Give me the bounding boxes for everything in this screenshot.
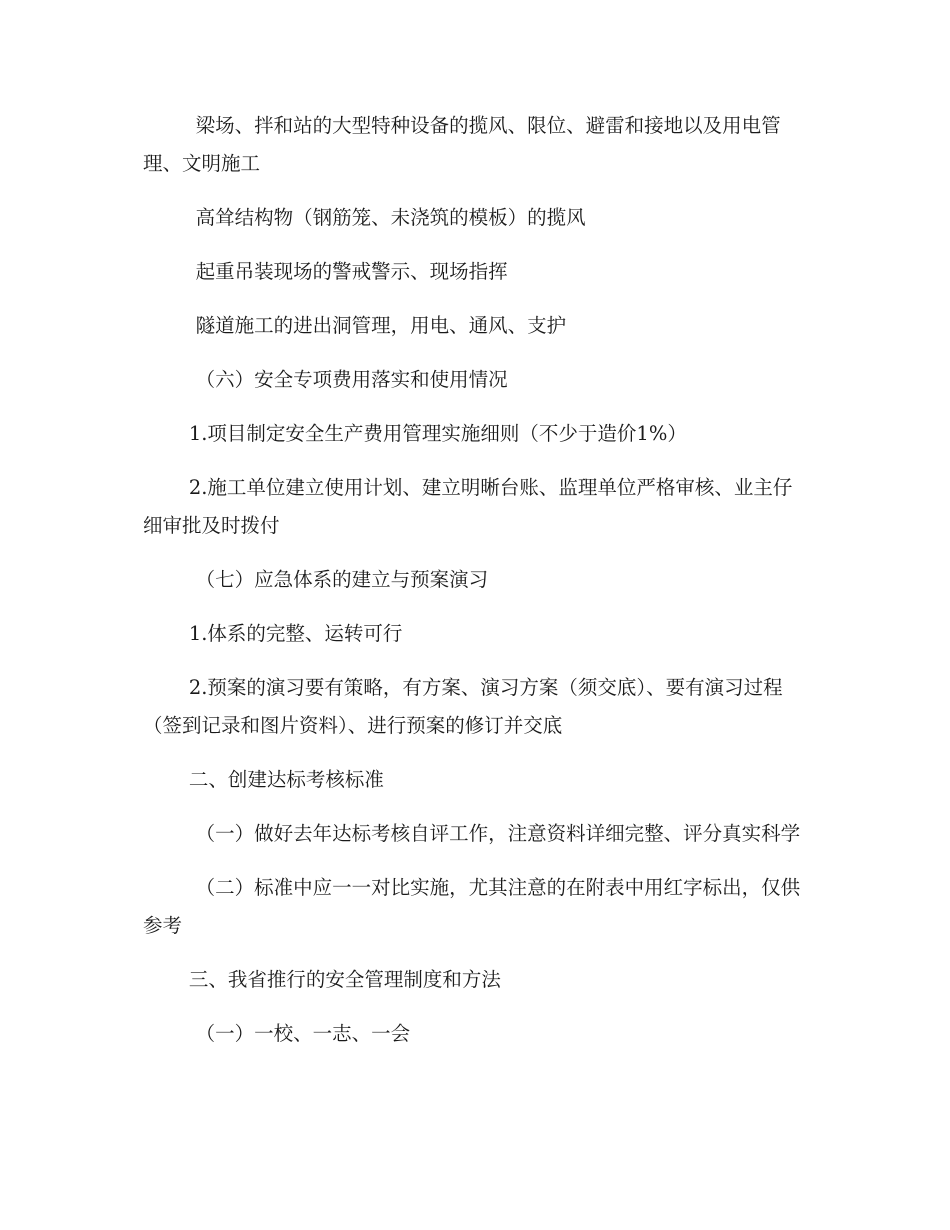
paragraph-gap — [143, 999, 808, 1015]
paragraph: 起重吊装现场的警戒警示、现场指挥 — [195, 260, 508, 283]
paragraph-gap — [143, 291, 808, 307]
chapter-heading: 二、创建达标考核标准 — [188, 768, 384, 791]
paragraph-gap — [143, 653, 808, 669]
list-item: 1.体系的完整、运转可行 — [188, 622, 403, 645]
paragraph: 高耸结构物（钢筋笼、未浇筑的模板）的揽风 — [195, 206, 586, 229]
document-body — [143, 107, 808, 1053]
section-heading: （七）应急体系的建立与预案演习 — [195, 568, 489, 591]
section-heading: （一）做好去年达标考核自评工作，注意资料详细完整、评分真实科学 — [195, 822, 801, 845]
paragraph-gap — [143, 599, 808, 615]
list-item: 2.施工单位建立使用计划、建立明晰台账、监理单位严格审核、业主仔细审批及时拨付 — [143, 476, 793, 537]
paragraph-gap — [143, 945, 808, 961]
paragraph: 梁场、拌和站的大型特种设备的揽风、限位、避雷和接地以及用电管理、文明施工 — [143, 114, 781, 175]
chapter-heading: 三、我省推行的安全管理制度和方法 — [188, 968, 501, 991]
paragraph-gap — [143, 183, 808, 199]
section-heading: （二）标准中应一一对比实施，尤其注意的在附表中用红字标出，仅供参考 — [143, 876, 801, 937]
list-item: 2.预案的演习要有策略，有方案、演习方案（须交底）、要有演习过程（签到记录和图片资料）、进行预案的修订并交底 — [143, 676, 783, 737]
paragraph-gap — [143, 237, 808, 253]
paragraph-gap — [143, 799, 808, 815]
section-heading: （一）一校、一志、一会 — [195, 1022, 411, 1045]
paragraph-gap — [143, 745, 808, 761]
paragraph-gap — [143, 345, 808, 361]
paragraph-gap — [143, 399, 808, 415]
paragraph-gap — [143, 853, 808, 869]
paragraph-gap — [143, 453, 808, 469]
paragraph-gap — [143, 545, 808, 561]
section-heading: （六）安全专项费用落实和使用情况 — [195, 368, 508, 391]
paragraph: 隧道施工的进出洞管理，用电、通风、支护 — [195, 314, 567, 337]
list-item: 1.项目制定安全生产费用管理实施细则（不少于造价1%） — [188, 422, 687, 445]
